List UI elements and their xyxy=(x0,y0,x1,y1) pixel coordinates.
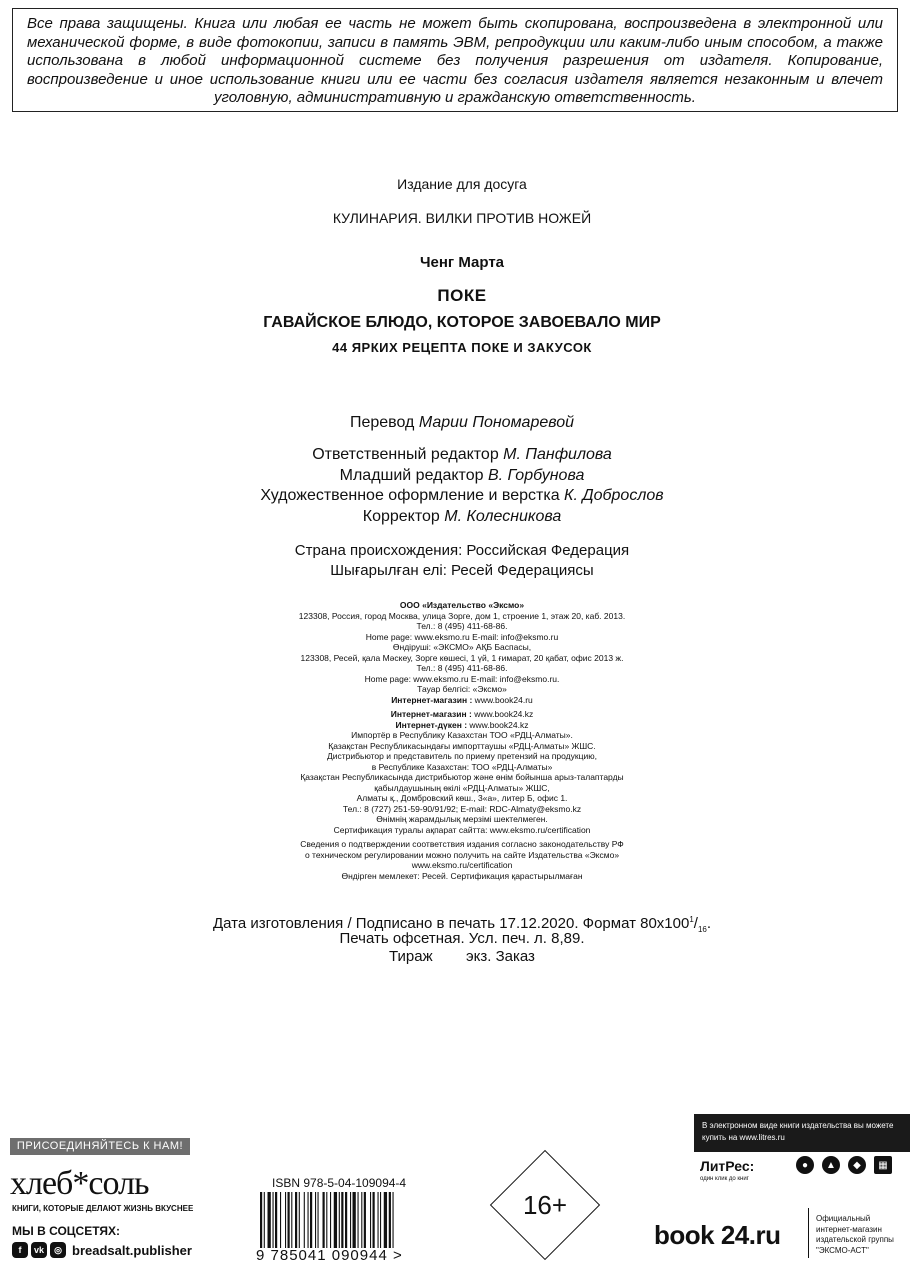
publisher-info-line: 123308, Ресей, қала Мәскеу, Зорге көшесі, 1 үй, 1 ғимарат, 20 қабат, офис 2013 ж. xyxy=(300,652,624,663)
publisher-info-line: Қазақстан Республикасындағы импорттаушы «РДЦ-Алматы» ЖШС. xyxy=(328,740,596,751)
barcode-bar xyxy=(280,1192,281,1248)
facebook-icon[interactable]: f xyxy=(12,1242,28,1258)
barcode-bar xyxy=(389,1192,391,1248)
publisher-info-line: Тел.: 8 (495) 411-68-86. xyxy=(416,621,508,631)
publisher-info-line: Тауар белгісі: «Эксмо» xyxy=(417,684,507,694)
book-subtitle-secondary: 44 ЯРКИХ РЕЦЕПТА ПОКЕ И ЗАКУСОК xyxy=(332,340,592,355)
barcode-bar xyxy=(370,1192,371,1248)
barcode-bar xyxy=(273,1192,274,1248)
barcode-bar xyxy=(315,1192,316,1248)
barcode-bar xyxy=(285,1192,286,1248)
print-info-line: Печать офсетная. Усл. печ. л. 8,89. xyxy=(339,930,585,947)
barcode-bar xyxy=(353,1192,356,1248)
barcode-bar xyxy=(378,1192,379,1248)
publisher-logo: хлеб*соль xyxy=(10,1165,149,1202)
windows-icon: ▦ xyxy=(874,1156,892,1174)
barcode-bar xyxy=(318,1192,319,1248)
barcode-bar xyxy=(295,1192,297,1248)
barcode-bar xyxy=(339,1192,340,1248)
barcode-bar xyxy=(291,1192,292,1248)
book24-logo[interactable]: book 24.ru xyxy=(654,1220,781,1250)
publisher-info-line: Тел.: 8 (495) 411-68-86. xyxy=(416,663,508,673)
credit-line: Художественное оформление и верстка К. Доброслов xyxy=(260,487,664,504)
book24-description: Официальный интернет-магазин издательской группы "ЭКСМО-АСТ" xyxy=(816,1214,894,1255)
social-label: МЫ В СОЦСЕТЯХ: xyxy=(12,1224,121,1238)
windows-phone-icon: ◆ xyxy=(848,1156,866,1174)
publisher-info-line: Сертификация туралы ақпарат сайтта: www.eksmo.ru/certification xyxy=(333,824,591,835)
publisher-info-line: Өндіруші: «ЭКСМО» АҚБ Баспасы, xyxy=(392,642,532,652)
litres-tagline: один клик до книг xyxy=(700,1176,749,1182)
barcode-bar xyxy=(304,1192,305,1248)
publisher-tagline: КНИГИ, КОТОРЫЕ ДЕЛАЮТ ЖИЗНЬ ВКУСНЕЕ xyxy=(12,1204,194,1213)
vk-icon[interactable]: vk xyxy=(31,1242,47,1258)
publisher-info-line: Интернет-магазин : www.book24.kz xyxy=(390,709,534,719)
social-handle[interactable]: breadsalt.publisher xyxy=(72,1242,192,1258)
publisher-info-line: ООО «Издательство «Эксмо» xyxy=(399,600,525,610)
credit-line: Корректор М. Колесникова xyxy=(362,508,562,525)
barcode-bar xyxy=(345,1192,347,1248)
author-name: Ченг Марта xyxy=(419,254,505,271)
publisher-info-line: қабылдаушының өкілі «РДЦ-Алматы» ЖШС, xyxy=(374,782,550,793)
isbn: ISBN 978-5-04-109094-4 xyxy=(272,1176,407,1190)
litres-text: В электронном виде книги издательства вы можете xyxy=(702,1121,894,1130)
platform-icons xyxy=(796,1156,892,1174)
barcode-bar xyxy=(323,1192,325,1248)
age-rating: 16+ xyxy=(522,1190,568,1220)
credit-line: Ответственный редактор М. Панфилова xyxy=(312,446,612,463)
origin-country: Страна происхождения: Российская Федерация xyxy=(294,542,630,559)
barcode-bar xyxy=(308,1192,309,1248)
barcode-bar xyxy=(268,1192,271,1248)
barcode-bar xyxy=(350,1192,351,1248)
barcode-bar xyxy=(275,1192,277,1248)
join-us-banner: ПРИСОЕДИНЯЙТЕСЬ К НАМ! xyxy=(10,1138,190,1155)
apple-icon: ● xyxy=(796,1156,814,1174)
barcode-bar xyxy=(358,1192,359,1248)
barcode xyxy=(258,1192,438,1250)
print-info-line: Тираж экз. Заказ xyxy=(389,948,535,965)
publisher-info-line: Home page: www.eksmo.ru E-mail: info@eksmo.ru. xyxy=(364,673,560,684)
barcode-bar xyxy=(334,1192,337,1248)
android-icon: ▲ xyxy=(822,1156,840,1174)
copyright-notice: Все права защищены. Книга или любая ее часть не может быть скопирована, воспроизведена в электронной или механической форме, в виде фотокопии, записи в память ЭВМ, репродукции или каким-либо иным способом, а также использована в любой информационной системе без получения разрешения от издателя. Копирование, воспроизведение и иное использование книги или ее части без согласия издателя является незаконным и влечет уголовную, административную и гражданскую ответственность. xyxy=(12,8,898,112)
publisher-info-line: Дистрибьютор и представитель по приему претензий на продукцию, xyxy=(327,751,597,761)
publisher-info-line: 123308, Россия, город Москва, улица Зорге, дом 1, строение 1, этаж 20, каб. 2013. xyxy=(298,610,626,621)
barcode-bar xyxy=(380,1192,381,1248)
barcode-bar xyxy=(299,1192,300,1248)
publisher-info-line: Өндірген мемлекет: Ресей. Сертификация қарастырылмаған xyxy=(341,870,583,881)
barcode-bar xyxy=(326,1192,327,1248)
credit-line: Перевод Марии Пономаревой xyxy=(349,414,575,431)
barcode-number: 9 785041 090944 > xyxy=(256,1247,403,1264)
instagram-icon[interactable]: ◎ xyxy=(50,1242,66,1258)
publisher-info-line: Тел.: 8 (727) 251-59-90/91/92; E-mail: RDC-Almaty@eksmo.kz xyxy=(342,803,582,814)
barcode-bar xyxy=(364,1192,366,1248)
social-links xyxy=(12,1242,192,1258)
series-name: КУЛИНАРИЯ. ВИЛКИ ПРОТИВ НОЖЕЙ xyxy=(332,210,592,226)
print-info-line: Дата изготовления / Подписано в печать 17.12.2020. Формат $80x100^1/_{16}$. xyxy=(212,915,712,934)
barcode-bar xyxy=(341,1192,343,1248)
barcode-bar xyxy=(384,1192,387,1248)
origin-country-kz: Шығарылған елі: Ресей Федерациясы xyxy=(330,562,594,579)
book-subtitle: ГАВАЙСКОЕ БЛЮДО, КОТОРОЕ ЗАВОЕВАЛО МИР xyxy=(263,314,661,331)
barcode-bar xyxy=(288,1192,290,1248)
barcode-bar xyxy=(310,1192,312,1248)
publisher-info-line: Импортёр в Республику Казахстан ТОО «РДЦ-Алматы». xyxy=(351,730,573,740)
litres-link[interactable]: купить на www.litres.ru xyxy=(702,1133,785,1142)
publisher-info-line: в Республике Казахстан: ТОО «РДЦ-Алматы» xyxy=(371,761,553,772)
publisher-info-line: Сведения о подтверждении соответствия издания согласно законодательству РФ xyxy=(300,839,624,849)
publisher-info-line: о техническом регулировании можно получить на сайте Издательства «Эксмо» xyxy=(304,849,620,860)
publisher-info-line: Интернет-дүкен : www.book24.kz xyxy=(395,719,529,730)
barcode-bar xyxy=(260,1192,262,1248)
barcode-bar xyxy=(330,1192,331,1248)
divider xyxy=(808,1208,809,1258)
publisher-info xyxy=(0,600,924,881)
publisher-info-line: Алматы қ., Домбровский көш., 3«а», литер Б, офис 1. xyxy=(356,793,568,803)
barcode-bar xyxy=(361,1192,362,1248)
publisher-info-line: Интернет-магазин : www.book24.ru xyxy=(391,694,533,705)
credit-line: Младший редактор В. Горбунова xyxy=(339,467,585,484)
publisher-info-line: Home page: www.eksmo.ru E-mail: info@eksmo.ru xyxy=(365,631,559,642)
barcode-bar xyxy=(264,1192,265,1248)
publisher-info-line: Қазақстан Республикасында дистрибьютор және өнім бойынша арыз-талаптарды xyxy=(300,772,624,782)
book-title: ПОКЕ xyxy=(437,286,487,305)
edition-type: Издание для досуга xyxy=(397,176,527,192)
publisher-info-line: www.eksmo.ru/certification xyxy=(411,860,513,870)
litres-logo: ЛитРес: xyxy=(700,1158,755,1174)
barcode-bar xyxy=(373,1192,375,1248)
litres-promo xyxy=(694,1114,910,1152)
barcode-bar xyxy=(393,1192,394,1248)
publisher-info-line: Өнімнің жарамдылық мерзімі шектелмеген. xyxy=(376,814,548,824)
